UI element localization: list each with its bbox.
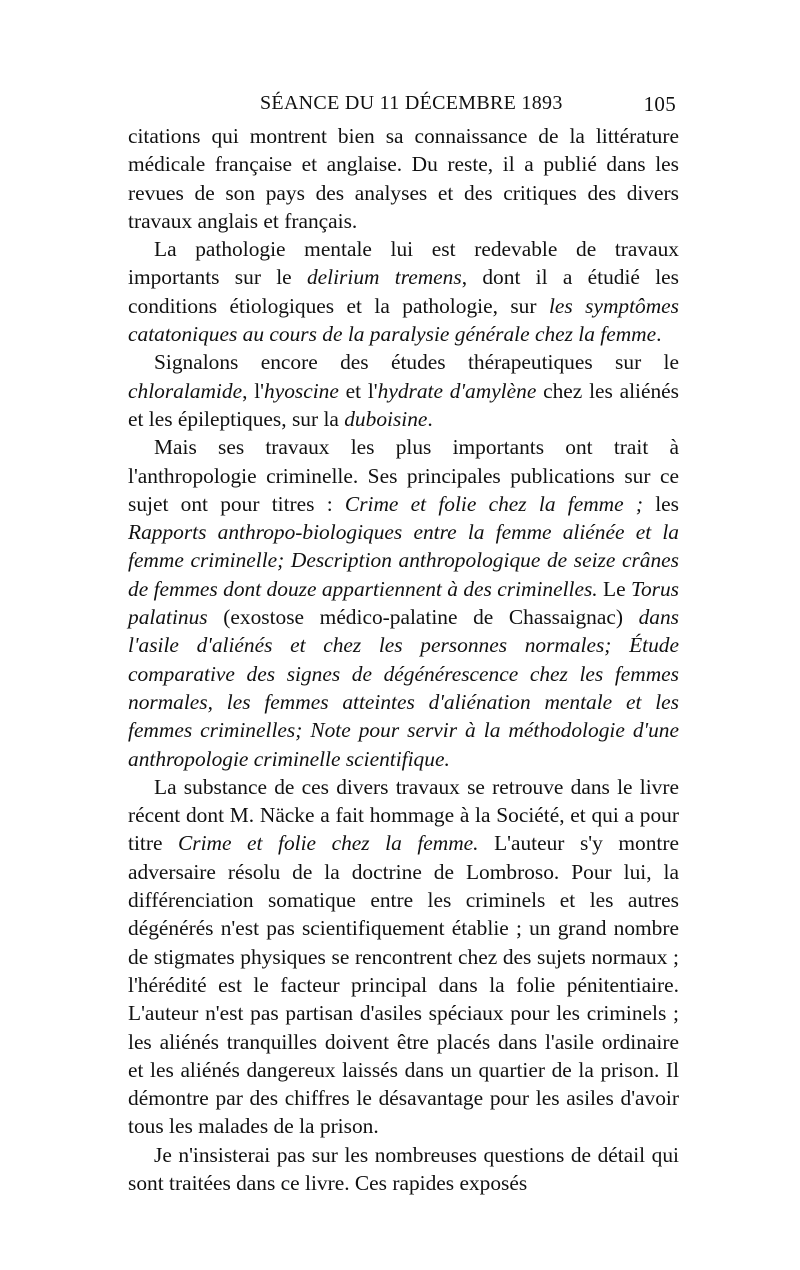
- paragraph: [128, 235, 679, 348]
- italic-text-run: chloralamide: [128, 378, 243, 403]
- page-number: 105: [643, 92, 676, 116]
- text-run: La substance de ces divers travaux se retrouve dans le livre récent dont M. Näcke a fait hommage à la Société, et qui a pour titre: [128, 774, 679, 856]
- paragraph: [128, 122, 679, 235]
- running-head-title: SÉANCE DU 11 DÉCEMBRE 1893: [260, 92, 563, 114]
- text-run: La pathologie mentale lui est redevable de travaux importants sur le: [128, 237, 679, 290]
- text-run: Le: [597, 576, 632, 601]
- italic-text-run: duboisine: [344, 406, 428, 431]
- text-run: .: [656, 322, 662, 347]
- text-run: , l': [242, 378, 265, 403]
- italic-text-run: les symptômes catatoniques au cours de la paralysie générale chez la femme: [128, 293, 679, 347]
- italic-text-run: Crime et folie chez la femme ;: [344, 491, 643, 516]
- text-run: , dont il a étudié les conditions étiologiques et la pathologie, sur: [128, 265, 679, 318]
- body-text: [128, 122, 679, 1197]
- italic-text-run: hydrate d'amylène: [377, 378, 537, 403]
- text-run: Signalons encore des études thérapeutiques sur le: [154, 350, 679, 375]
- text-run: L'auteur s'y montre adversaire résolu de la doctrine de Lombroso. Pour lui, la différenciation somatique entre les criminels et les autres dégénérés n'est pas scientifiquement établie ; un grand nombre de stigmates physiques se rencontrent chez des sujets normaux ; l'hérédité est le facteur principal dans la folie pénitentiaire. L'auteur n'est pas partisan d'asiles spéciaux pour les criminels ; les aliénés tranquilles doivent être placés dans l'asile ordinaire et les aliénés dangereux laissés dans un quartier de la prison. Il démontre par des chiffres le désavantage pour les asiles d'avoir tous les malades de la prison.: [128, 831, 679, 1139]
- italic-text-run: Rapports anthropo-biologiques entre la femme aliénée et la femme criminelle; Description anthropologique de seize crânes de femmes dont douze appartiennent à des criminelles.: [128, 520, 679, 601]
- italic-text-run: delirium tremens: [306, 265, 462, 290]
- text-run: et l': [338, 378, 378, 403]
- text-run: .: [427, 406, 433, 431]
- text-run: citations qui montrent bien sa connaissance de la littérature médicale française et anglaise. Du reste, il a publié dans les revues de son pays des analyses et des critiques des divers travaux anglais et français.: [128, 124, 679, 233]
- text-run: Mais ses travaux les plus importants ont trait à l'anthropologie criminelle. Ses principales publications sur ce sujet ont pour titres :: [128, 435, 679, 516]
- text-run: Je n'insisterai pas sur les nombreuses questions de détail qui sont traitées dans ce livre. Ces rapides exposés: [128, 1142, 679, 1195]
- text-run: chez les aliénés et les épileptiques, sur la: [128, 378, 679, 431]
- paragraph: [128, 433, 679, 773]
- paragraph: [128, 773, 679, 1141]
- text-run: les: [642, 491, 679, 516]
- italic-text-run: Crime et folie chez la femme.: [178, 831, 479, 856]
- running-head: [128, 92, 678, 118]
- text-run: (exostose médico-palatine de Chassaignac): [207, 605, 639, 630]
- italic-text-run: hyoscine: [264, 378, 339, 403]
- italic-text-run: Torus palatinus: [128, 576, 679, 630]
- paragraph: [128, 348, 679, 433]
- paragraph: [128, 1141, 679, 1198]
- italic-text-run: dans l'asile d'aliénés et chez les personnes normales; Étude comparative des signes de dégénérescence chez les femmes normales, les femmes atteintes d'aliénation mentale et les femmes criminelles; Note pour servir à la méthodologie d'une anthropologie criminelle scientifique.: [128, 605, 679, 771]
